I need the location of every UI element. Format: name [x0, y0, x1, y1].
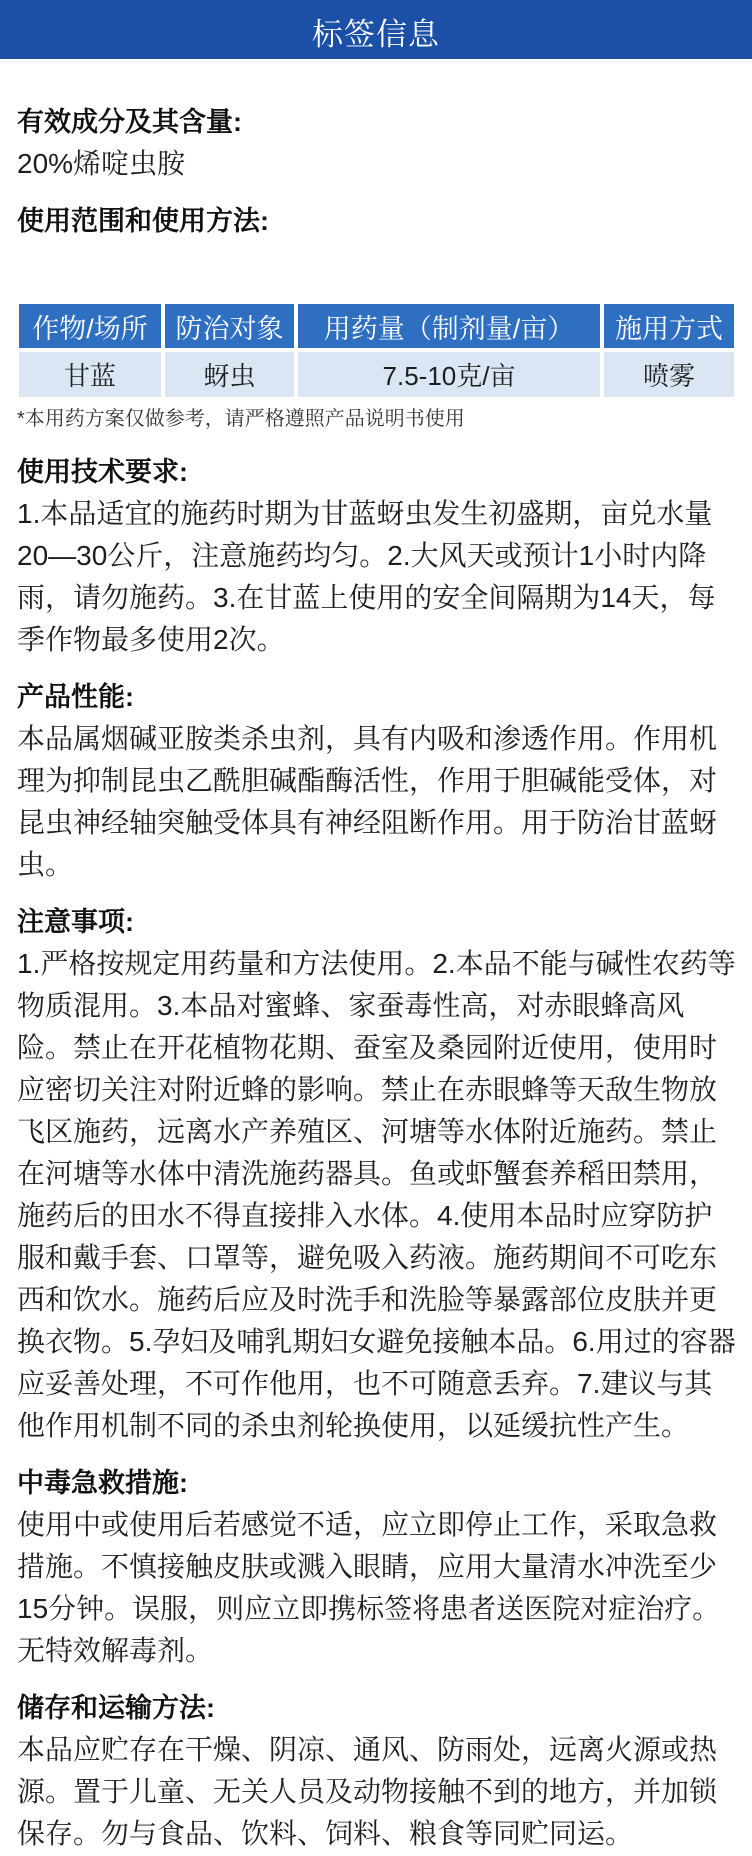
section-line: 20%烯啶虫胺	[17, 148, 186, 179]
table-cell: 蚜虫	[165, 352, 294, 397]
section-line: 他作用机制不同的杀虫剂轮换使用，以延缓抗性产生。	[17, 1410, 690, 1441]
section-storage	[17, 1687, 735, 1855]
section-heading: 注意事项:	[17, 907, 134, 937]
section-line: 应密切关注对附近蜂的影响。禁止在赤眼蜂等天敌生物放	[17, 1074, 718, 1105]
table-header-cell: 作物/场所	[19, 304, 161, 348]
section-line: 措施。不慎接触皮肤或溅入眼睛，应用大量清水冲洗至少	[17, 1551, 718, 1582]
section-line: 雨，请勿施药。3.在甘蓝上使用的安全间隔期为14天，每	[17, 582, 716, 613]
section-line: 使用中或使用后若感觉不适，应立即停止工作，采取急救	[17, 1509, 718, 1540]
section-performance	[17, 676, 735, 886]
table-cell: 7.5-10克/亩	[298, 352, 600, 397]
section-heading: 产品性能:	[17, 682, 134, 712]
section-first-aid	[17, 1462, 735, 1672]
section-line: 物质混用。3.本品对蜜蜂、家蚕毒性高，对赤眼蜂高风	[17, 990, 685, 1021]
section-line: 换衣物。5.孕妇及哺乳期妇女避免接触本品。6.用过的容器	[17, 1326, 736, 1357]
section-line: 在河塘等水体中清洗施药器具。鱼或虾蟹套养稻田禁用，	[17, 1158, 718, 1189]
section-heading: 中毒急救措施:	[17, 1468, 188, 1498]
section-heading: 使用技术要求:	[17, 457, 188, 487]
section-heading: 有效成分及其含量:	[17, 107, 242, 137]
section-technical-requirements	[17, 451, 735, 661]
section-line: 西和饮水。施药后应及时洗手和洗脸等暴露部位皮肤并更	[17, 1284, 718, 1315]
section-line: 飞区施药，远离水产养殖区、河塘等水体附近施药。禁止	[17, 1116, 718, 1147]
usage-table	[19, 304, 735, 397]
section-line: 季作物最多使用2次。	[17, 624, 285, 655]
section-heading: 使用范围和使用方法:	[17, 206, 269, 236]
section-line: 本品属烟碱亚胺类杀虫剂，具有内吸和渗透作用。作用机	[17, 723, 718, 754]
table-header-cell: 施用方式	[604, 304, 734, 348]
page-title: 标签信息	[312, 17, 440, 52]
section-heading: 储存和运输方法:	[17, 1693, 215, 1723]
section-precautions	[17, 901, 735, 1447]
page-header	[0, 0, 752, 59]
table-header-cell: 用药量（制剂量/亩）	[298, 304, 600, 348]
section-line: 本品应贮存在干燥、阴凉、通风、防雨处，远离火源或热	[17, 1734, 718, 1765]
table-cell: 喷雾	[604, 352, 734, 397]
section-line: 15分钟。误服，则应立即携标签将患者送医院对症治疗。	[17, 1593, 721, 1624]
section-line: 虫。	[17, 849, 74, 880]
section-line: 应妥善处理，不可作他用，也不可随意丢弃。7.建议与其	[17, 1368, 713, 1399]
section-line: 1.本品适宜的施药时期为甘蓝蚜虫发生初盛期，亩兑水量	[17, 498, 713, 529]
section-line: 无特效解毒剂。	[17, 1635, 214, 1666]
section-line: 施药后的田水不得直接排入水体。4.使用本品时应穿防护	[17, 1200, 713, 1231]
section-line: 20—30公斤，注意施药均匀。2.大风天或预计1小时内降	[17, 540, 707, 571]
section-line: 保存。勿与食品、饮料、饲料、粮食等同贮同运。	[17, 1818, 634, 1849]
section-usage	[17, 200, 735, 433]
table-cell: 甘蓝	[19, 352, 161, 397]
label-content	[0, 59, 752, 1855]
section-active-ingredient	[17, 101, 735, 185]
section-line: 源。置于儿童、无关人员及动物接触不到的地方，并加锁	[17, 1776, 718, 1807]
section-line: 理为抑制昆虫乙酰胆碱酯酶活性，作用于胆碱能受体，对	[17, 765, 718, 796]
section-line: 服和戴手套、口罩等，避免吸入药液。施药期间不可吃东	[17, 1242, 718, 1273]
section-line: 险。禁止在开花植物花期、蚕室及桑园附近使用，使用时	[17, 1032, 718, 1063]
section-line: 1.严格按规定用药量和方法使用。2.本品不能与碱性农药等	[17, 948, 736, 979]
usage-note: *本用药方案仅做参考，请严格遵照产品说明书使用	[17, 408, 465, 430]
section-line: 昆虫神经轴突触受体具有神经阻断作用。用于防治甘蓝蚜	[17, 807, 718, 838]
table-header-cell: 防治对象	[165, 304, 294, 348]
